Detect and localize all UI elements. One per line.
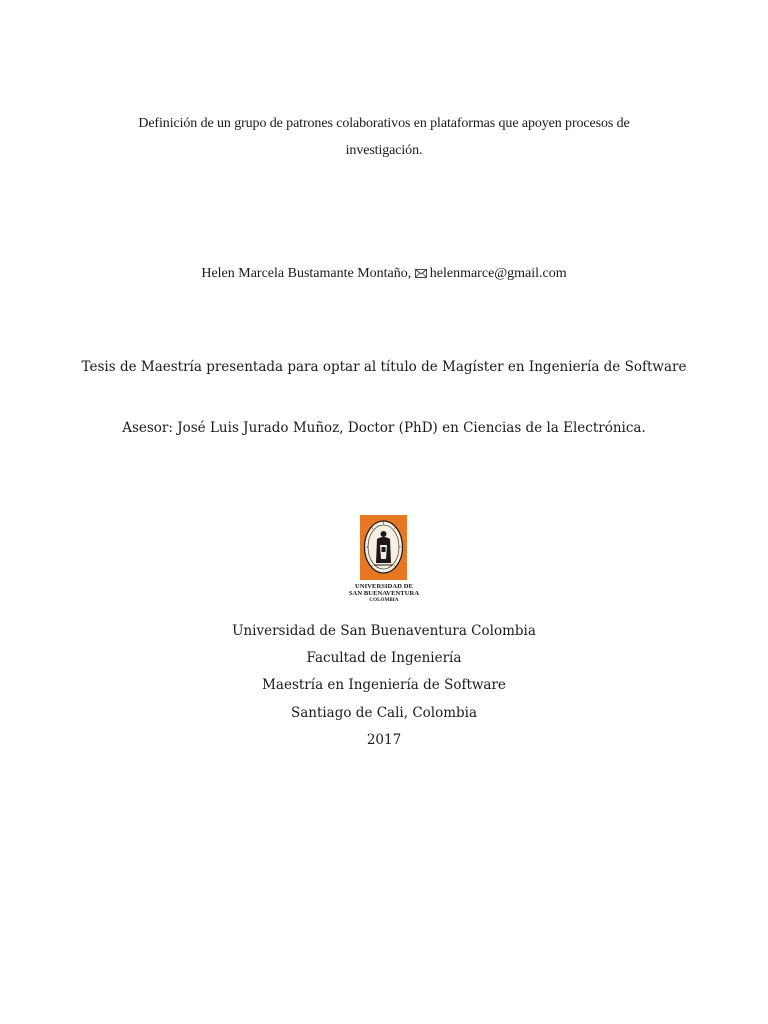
logo-text-line-1: UNIVERSIDAD DE [355,583,413,590]
envelope-icon [415,267,427,276]
university-crest [360,515,407,580]
program-name: Maestría en Ingeniería de Software [262,677,506,693]
city-name: Santiago de Cali, Colombia [290,705,478,721]
university-name: Universidad de San Buenaventura Colombia [232,623,536,639]
author-email: helenmarce@gmail.com [429,266,567,281]
author-line [0,266,768,282]
logo-text-line-3: COLOMBIA [369,598,399,603]
university-logo [342,513,426,607]
advisor-line: Asesor: José Luis Jurado Muñoz, Doctor (PhD) en Ciencias de la Electrónica. [122,420,646,436]
author-name: Helen Marcela Bustamante Montaño, [201,266,412,281]
faculty-name: Facultad de Ingeniería [306,650,462,666]
thesis-statement: Tesis de Maestría presentada para optar al título de Magíster en Ingeniería de Software [81,359,687,375]
title-line-1: Definición de un grupo de patrones colaborativos en plataformas que apoyen procesos de [138,116,630,131]
year: 2017 [366,732,402,748]
title-line-2: investigación. [345,143,423,158]
logo-text-line-2: SAN BUENAVENTURA [348,590,420,597]
